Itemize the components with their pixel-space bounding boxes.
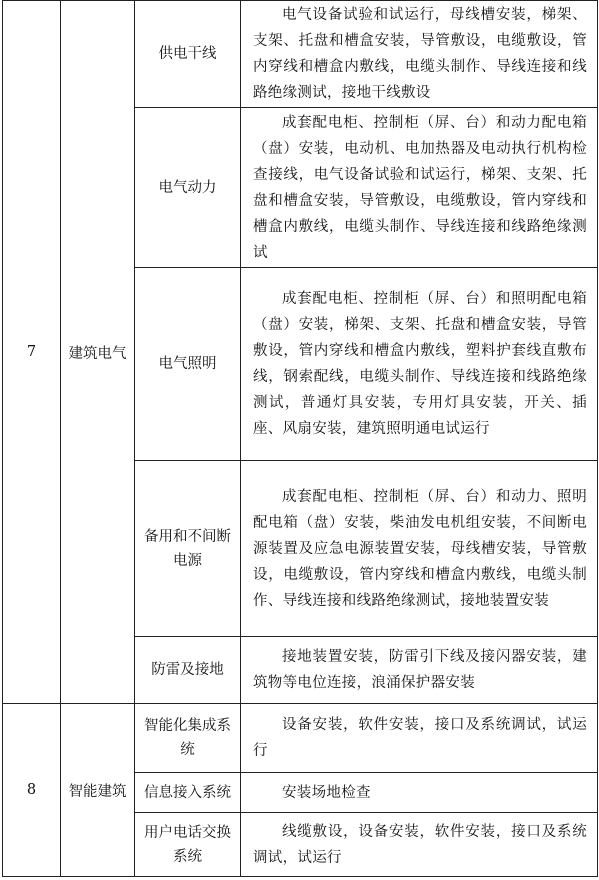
table-row [3,704,598,773]
category-cell: 智能建筑 [61,704,135,877]
subdivision-content: 线缆敷设，设备安装，软件安装，接口及系统调试，试运行 [241,813,598,877]
subdivision-content: 成套配电柜、控制柜（屏、台）和照明配电箱（盘）安装，梯架、支架、托盘和槽盒安装，导管敷设，管内穿线和槽盒内敷线，塑料护套线直敷布线，钢索配线，电缆头制作、导线连接和线路绝缘测试，普通灯具安装，专用灯具安装，开关、插座、风扇安装，建筑照明通电试运行 [241,268,598,461]
subdivision-content: 电气设备试验和试运行，母线槽安装，梯架、支架、托盘和槽盒安装，导管敷设，电缆敷设，管内穿线和槽盒内敷线，电缆头制作、导线连接和线路绝缘测试，接地干线敷设 [241,1,598,108]
subdivision-content: 成套配电柜、控制柜（屏、台）和动力配电箱（盘）安装，电动机、电加热器及电动执行机构检查接线，电气设备试验和试运行，梯架、支架、托盘和槽盒安装，导管敷设，电缆敷设，管内穿线和槽盒内敷线，电缆头制作、导线连接和线路绝缘测试 [241,108,598,268]
subdivision-name: 供电干线 [135,1,241,108]
subdivision-name: 电气动力 [135,108,241,268]
table-row [3,1,598,108]
subdivision-content: 成套配电柜、控制柜（屏、台）和动力、照明配电箱（盘）安装，柴油发电机组安装，不间断电源装置及应急电源装置安装，母线槽安装，导管敷设，电缆敷设，管内穿线和槽盒内敷线，电缆头制作、导线连接和线路绝缘测试，接地装置安装 [241,461,598,637]
row-number: 7 [3,1,61,704]
subdivision-name: 电气照明 [135,268,241,461]
subdivision-content: 接地装置安装，防雷引下线及接闪器安装，建筑物等电位连接，浪涌保护器安装 [241,637,598,704]
subdivision-name: 信息接入系统 [135,773,241,813]
subdivision-name: 智能化集成系统 [135,704,241,773]
subdivision-name: 用户电话交换系统 [135,813,241,877]
subdivision-name: 防雷及接地 [135,637,241,704]
row-number: 8 [3,704,61,877]
subdivision-content: 设备安装，软件安装，接口及系统调试，试运行 [241,704,598,773]
subdivision-content: 安装场地检查 [241,773,598,813]
category-cell: 建筑电气 [61,1,135,704]
subdivision-table [2,0,598,877]
subdivision-name: 备用和不间断电源 [135,461,241,637]
